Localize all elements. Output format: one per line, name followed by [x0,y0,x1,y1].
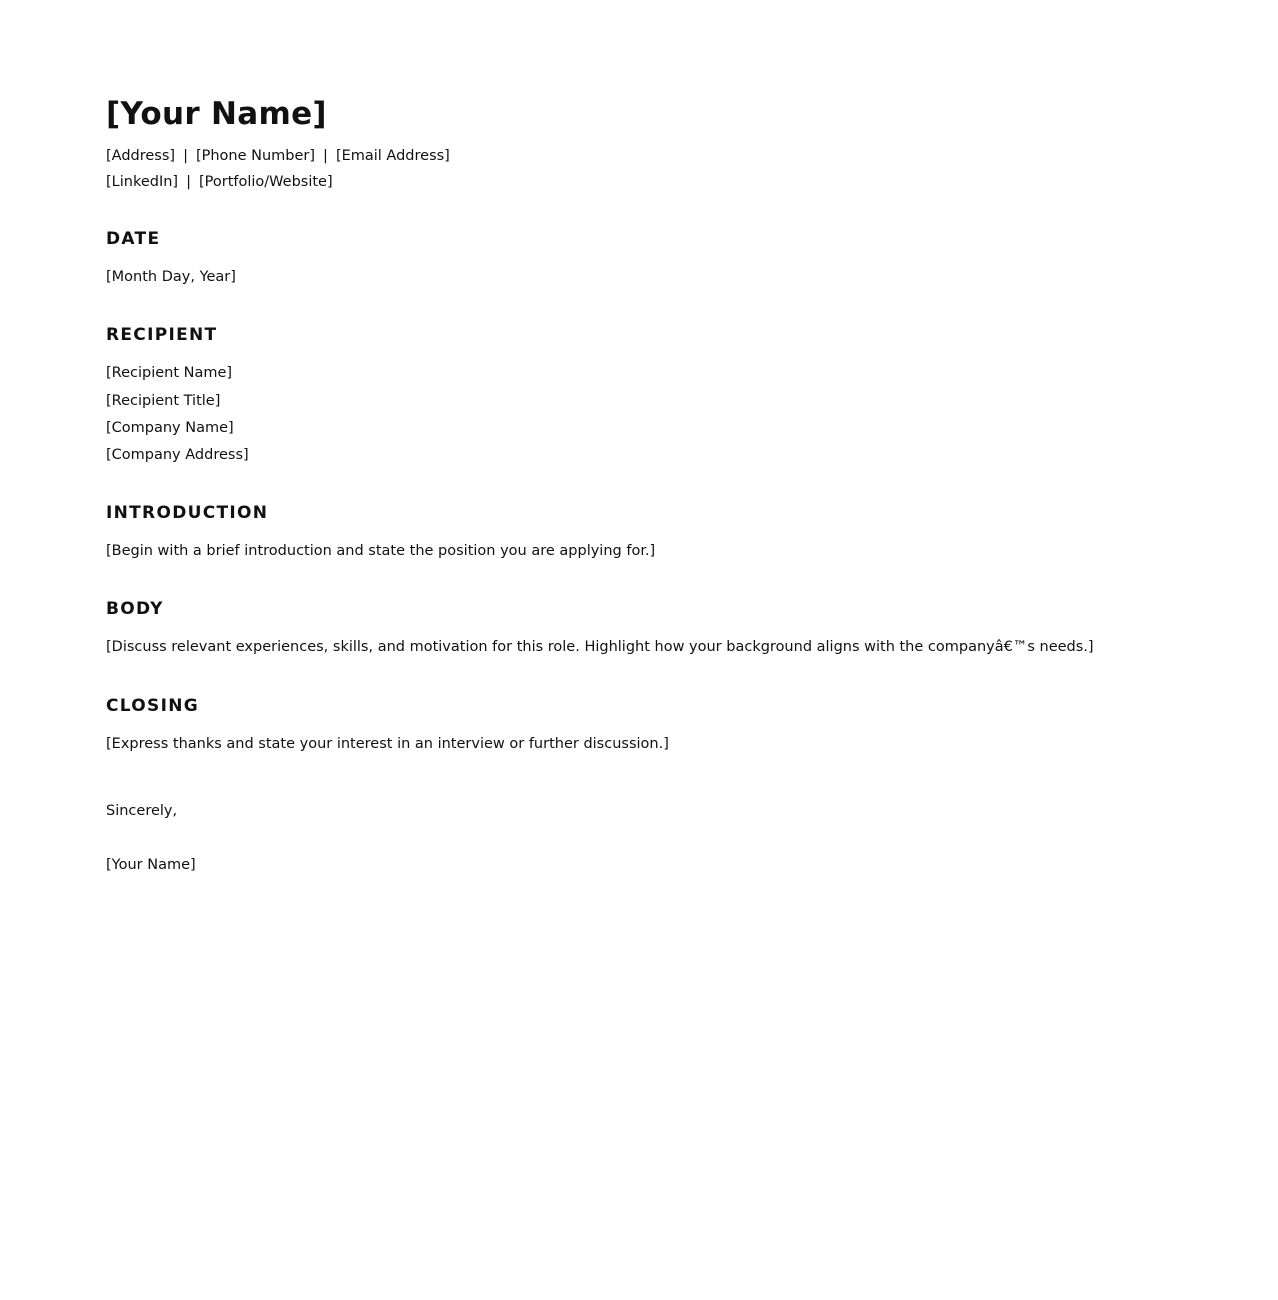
separator: | [183,148,188,164]
separator: | [186,174,191,190]
contact-line-1 [106,146,450,166]
date-heading: DATE [106,229,161,249]
linkedin: [LinkedIn] [106,174,179,190]
body-text: [Discuss relevant experiences, skills, and motivation for this role. Highlight how your background aligns with the companyâ€™s needs.] [106,639,1094,655]
body-heading: BODY [106,599,164,619]
company-name: [Company Name] [106,420,234,436]
address: [Address] [106,148,176,164]
closing-heading: CLOSING [106,696,200,716]
signature-salutation: Sincerely, [106,803,178,819]
contact-line-2 [106,172,333,192]
company-address: [Company Address] [106,447,249,463]
closing-text: [Express thanks and state your interest in an interview or further discussion.] [106,736,669,752]
introduction-heading: INTRODUCTION [106,503,269,523]
signature-name: [Your Name] [106,857,196,873]
phone-number: [Phone Number] [195,148,316,164]
separator: | [323,148,328,164]
portfolio-website: [Portfolio/Website] [198,174,333,190]
recipient-name: [Recipient Name] [106,365,233,381]
introduction-text: [Begin with a brief introduction and state the position you are applying for.] [106,543,656,559]
date-value: [Month Day, Year] [106,269,236,285]
email-address: [Email Address] [335,148,450,164]
applicant-name: [Your Name] [106,96,327,132]
recipient-heading: RECIPIENT [106,325,218,345]
recipient-title: [Recipient Title] [106,393,221,409]
